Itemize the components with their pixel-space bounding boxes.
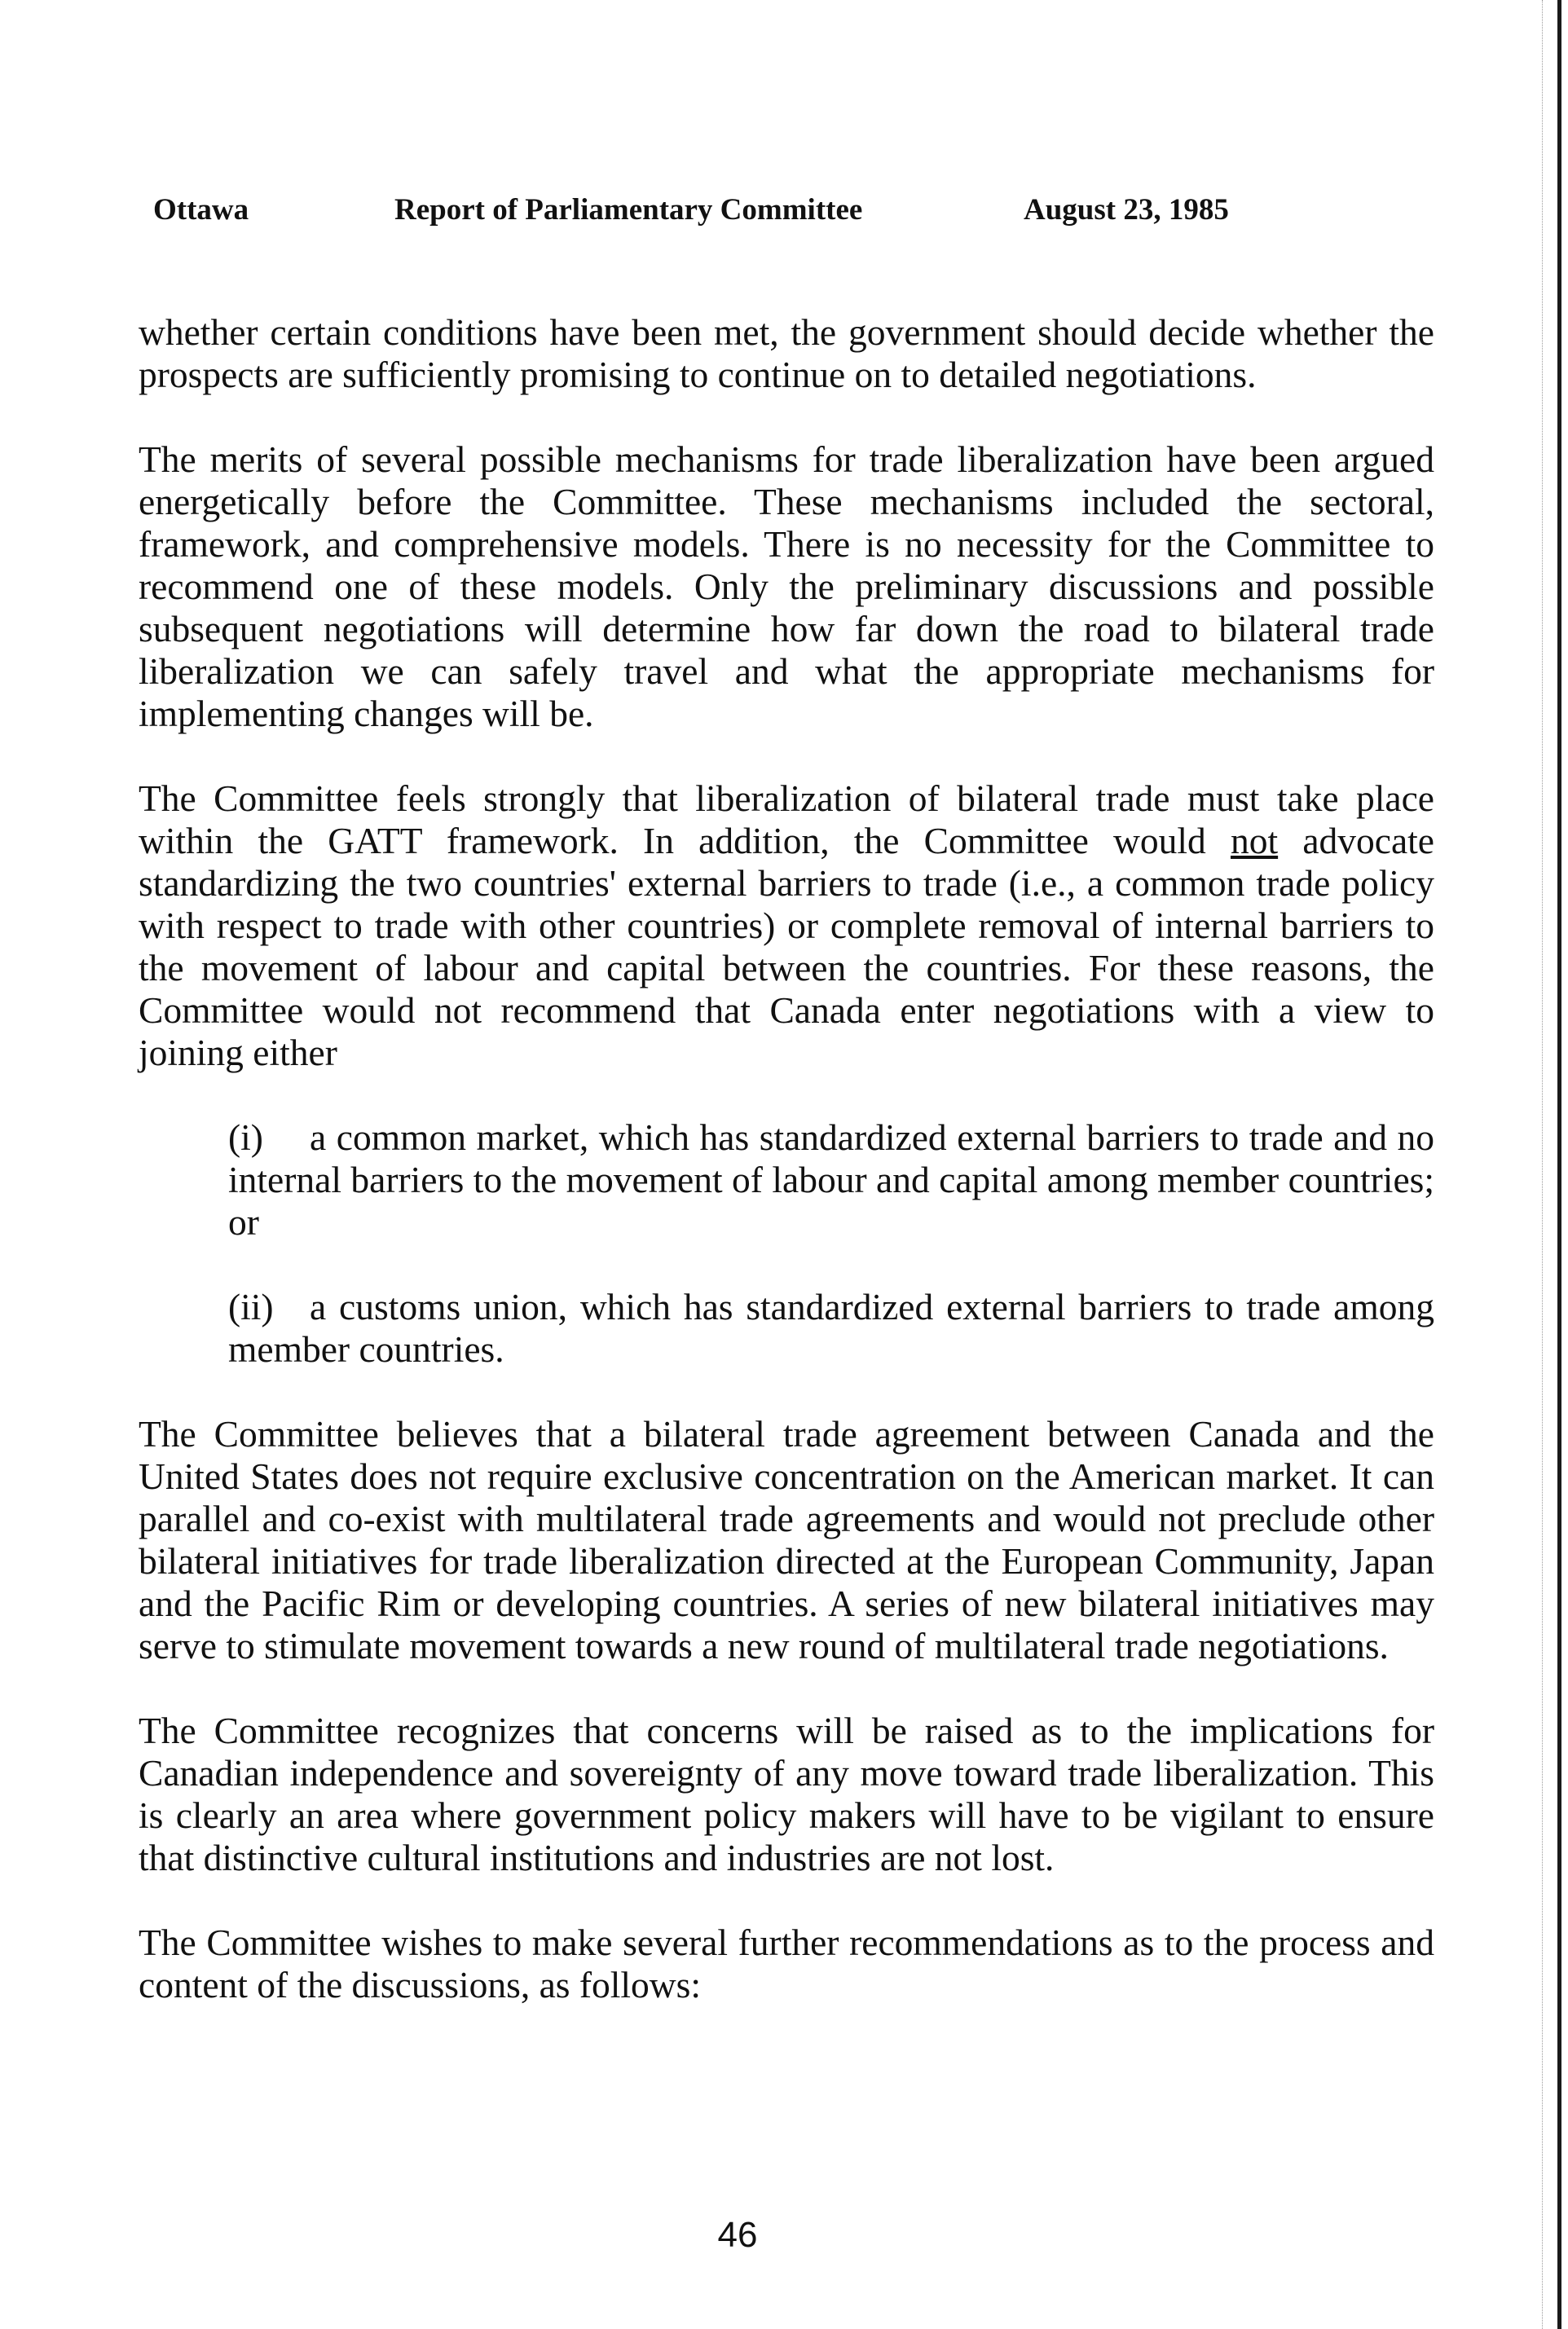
running-header (153, 192, 1441, 241)
list-marker: (i) (228, 1116, 263, 1158)
paragraph-continuation: whether certain conditions have been met, the government should decide whether the prospects are sufficiently promising to continue on to detailed negotiations. (139, 311, 1434, 395)
list-marker: (ii) (228, 1286, 274, 1327)
list-item-text: a customs union, which has standardized external barriers to trade among member countries. (228, 1286, 1434, 1370)
paragraph-bilateral-agreement: The Committee believes that a bilateral trade agreement between Canada and the United States does not require exclusive concentration on the American market. It can parallel and co-exist with multilateral trade agreements and would not preclude other bilateral initiatives for trade liberalization directed at the European Community, Japan and the Pacific Rim or developing countries. A series of new bilateral initiatives may serve to stimulate movement towards a new round of multilateral trade negotiations. (139, 1413, 1434, 1666)
page-edge-dotted-line (1542, 0, 1544, 2329)
page-number: 46 (717, 2215, 758, 2255)
paragraph-gatt-text-start: The Committee feels strongly that liberalization of bilateral trade must take place within the GATT framework. In addition, the Committee would (139, 777, 1434, 861)
paragraph-gatt-framework (139, 777, 1434, 1074)
list-item-common-market (228, 1116, 1434, 1244)
header-date: August 23, 1985 (1024, 193, 1229, 227)
paragraph-sovereignty: The Committee recognizes that concerns will be raised as to the implications for Canadian independence and sovereignty of any move toward trade liberalization. This is clearly an area where government policy makers will have to be vigilant to ensure that distinctive cultural institutions and industries are not lost. (139, 1710, 1434, 1878)
list-item-customs-union (228, 1286, 1434, 1371)
paragraph-further-recommendations: The Committee wishes to make several further recommendations as to the process and content of the discussions, as follows: (139, 1922, 1434, 2005)
paragraph-mechanisms: The merits of several possible mechanisms for trade liberalization have been argued energetically before the Committee. These mechanisms included the sectoral, framework, and comprehensive models. There is no necessity for the Committee to recommend one of these models. Only the preliminary discussions and possible subsequent negotiations will determine how far down the road to bilateral trade liberalization we can safely travel and what the appropriate mechanisms for implementing changes will be. (139, 438, 1434, 734)
paragraph-gatt-text-end: advocate standardizing the two countries' external barriers to trade (i.e., a common trade policy with respect to trade with other countries) or complete removal of internal barriers to the movement of labour and capital between the countries. For these reasons, the Committee would not recommend that Canada enter negotiations with a view to joining either (139, 820, 1434, 1073)
document-body (139, 311, 1434, 2049)
header-title: Report of Parliamentary Committee (394, 193, 863, 227)
list-item-text: a common market, which has standardized external barriers to trade and no internal barriers to the movement of labour and capital among member countries; or (228, 1116, 1434, 1243)
underlined-word-not: not (1230, 820, 1279, 861)
header-city: Ottawa (153, 193, 249, 227)
page-edge-shadow (1557, 0, 1561, 2329)
